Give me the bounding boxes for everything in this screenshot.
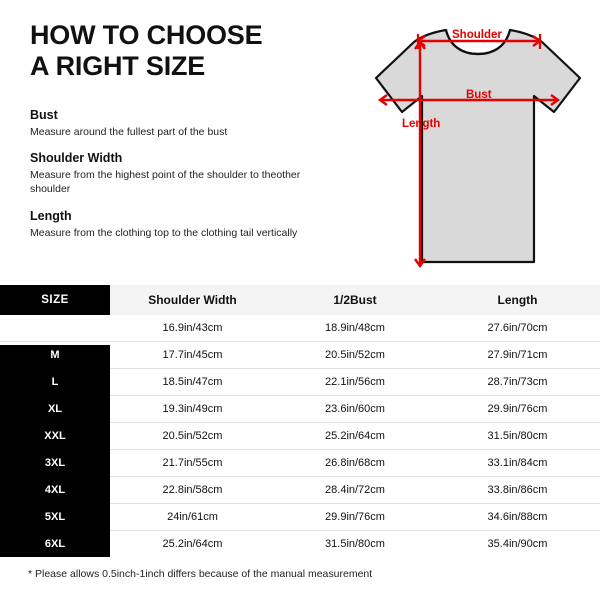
definition-description: Measure around the fullest part of the bust xyxy=(30,126,228,138)
definition-term: Shoulder Width xyxy=(30,151,123,166)
cell-size: 5XL xyxy=(44,511,66,523)
column-header-shoulder-width: Shoulder Width xyxy=(148,293,237,307)
definition-shoulder-width xyxy=(30,151,310,196)
definition-bust xyxy=(30,108,310,139)
top-section xyxy=(0,0,600,285)
tshirt-diagram xyxy=(318,12,590,280)
cell-size: 6XL xyxy=(44,538,66,550)
cell-bust: 25.2in/64cm xyxy=(325,430,385,442)
cell-length: 34.6in/88cm xyxy=(487,511,548,523)
cell-length: 27.9in/71cm xyxy=(487,349,548,361)
cell-bust: 31.5in/80cm xyxy=(325,538,385,550)
cell-length: 29.9in/76cm xyxy=(487,403,548,415)
cell-size: L xyxy=(51,376,59,388)
tshirt-shape xyxy=(376,30,580,262)
definition-description: Measure from the clothing top to the clothing tail vertically xyxy=(30,226,298,239)
page-title-line-1: HOW TO CHOOSE xyxy=(30,20,263,50)
page-title xyxy=(30,20,320,83)
cell-bust: 29.9in/76cm xyxy=(325,511,385,523)
size-table xyxy=(0,285,600,557)
cell-size: XXL xyxy=(44,430,66,442)
cell-length: 33.1in/84cm xyxy=(487,457,548,469)
cell-length: 28.7in/73cm xyxy=(487,376,548,388)
cell-length: 27.6in/70cm xyxy=(487,322,548,334)
bust-label: Bust xyxy=(466,89,492,101)
cell-size: M xyxy=(50,349,60,361)
cell-shoulder-width: 20.5in/52cm xyxy=(162,430,223,442)
cell-shoulder-width: 25.2in/64cm xyxy=(162,538,223,550)
definition-description: Measure from the highest point of the shoulder to theother shoulder xyxy=(30,169,301,196)
definition-length xyxy=(30,209,310,240)
page-title-line-2: A RIGHT SIZE xyxy=(30,51,206,82)
cell-size: 4XL xyxy=(44,484,66,496)
cell-shoulder-width: 21.7in/55cm xyxy=(162,457,223,469)
column-header-length: Length xyxy=(497,293,538,307)
cell-shoulder-width: 18.5in/47cm xyxy=(162,376,223,388)
measurement-footnote: * Please allows 0.5inch-1inch differs because of the manual measurement xyxy=(28,568,373,580)
cell-length: 33.8in/86cm xyxy=(487,484,548,496)
measurement-definitions xyxy=(30,108,310,252)
size-table-body xyxy=(0,315,600,557)
length-label: Length xyxy=(402,118,441,130)
definition-term: Bust xyxy=(30,108,58,122)
cell-bust: 28.4in/72cm xyxy=(325,484,385,496)
cell-length: 35.4in/90cm xyxy=(487,538,548,550)
cell-bust: 22.1in/56cm xyxy=(325,376,385,388)
table-row xyxy=(0,315,600,342)
cell-size: XL xyxy=(47,403,63,415)
cell-shoulder-width: 16.9in/43cm xyxy=(162,322,223,334)
cell-shoulder-width: 17.7in/45cm xyxy=(162,349,223,361)
definition-term: Length xyxy=(30,208,72,223)
cell-bust: 18.9in/48cm xyxy=(325,322,385,334)
cell-shoulder-width: 24in/61cm xyxy=(167,511,218,523)
cell-size: S xyxy=(51,322,59,334)
column-header-bust: 1/2Bust xyxy=(333,293,377,307)
column-header-size: SIZE xyxy=(41,294,69,306)
shoulder-label: Shoulder xyxy=(452,29,502,41)
cell-bust: 23.6in/60cm xyxy=(325,403,385,415)
cell-bust: 26.8in/68cm xyxy=(325,457,385,469)
cell-length: 31.5in/80cm xyxy=(487,430,548,442)
size-table-header-wrap xyxy=(0,285,600,315)
cell-size: 3XL xyxy=(44,457,66,469)
cell-bust: 20.5in/52cm xyxy=(325,349,385,361)
cell-shoulder-width: 22.8in/58cm xyxy=(162,484,223,496)
cell-shoulder-width: 19.3in/49cm xyxy=(162,403,223,415)
